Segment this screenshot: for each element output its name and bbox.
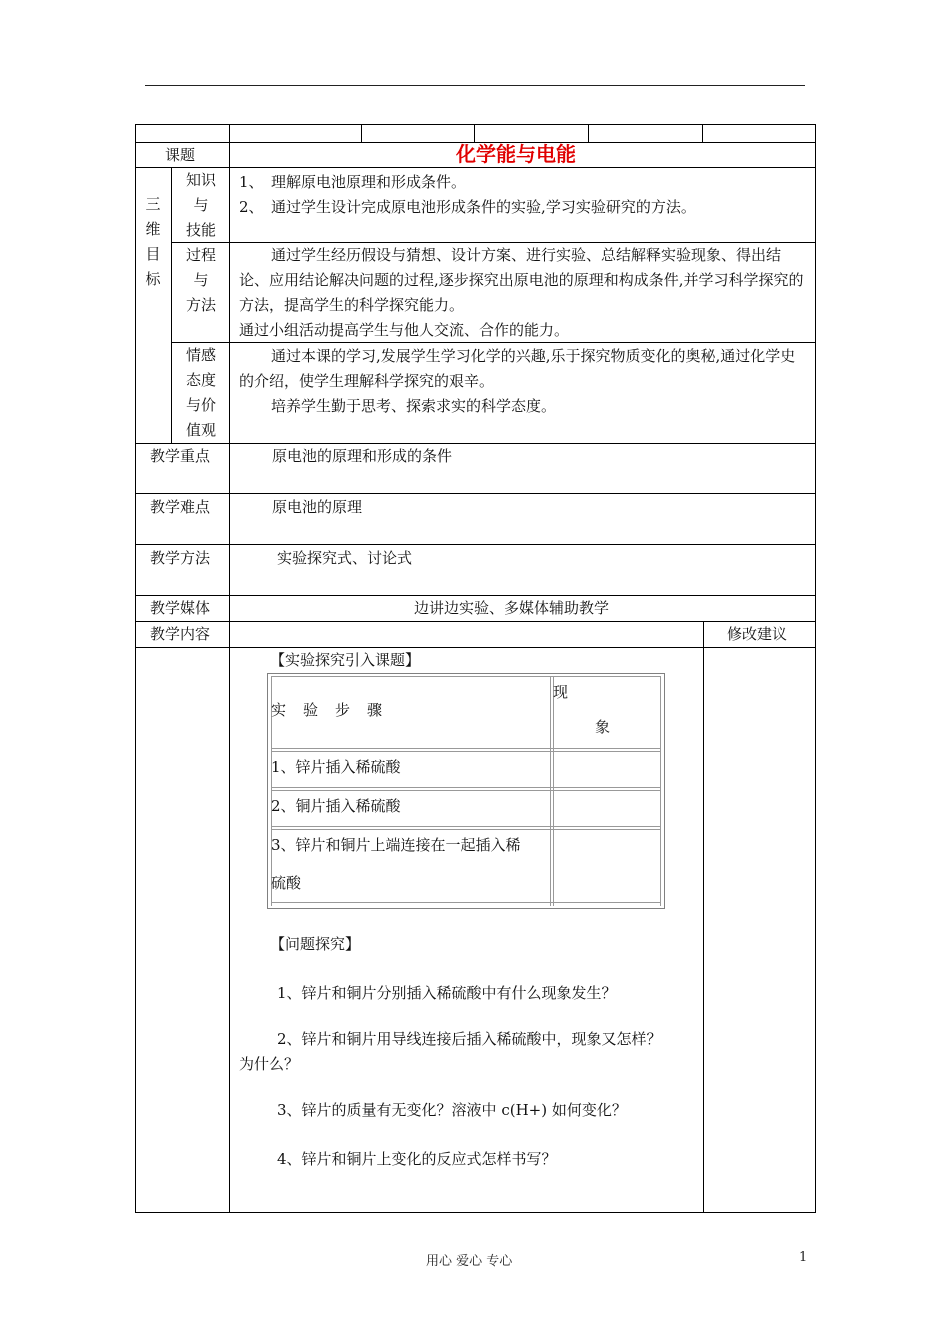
experiment-col-phenomenon-2: 象: [595, 718, 611, 736]
question-2-cont: 为什么？: [239, 1055, 300, 1073]
objective-attitude-para-2: 培养学生勤于思考、探索求实的科学态度。: [271, 397, 557, 415]
question-heading: 【问题探究】: [270, 935, 361, 953]
method-label: 教学方法: [150, 549, 211, 567]
topic-label: 课题: [165, 146, 196, 164]
experiment-row-1: 1、锌片插入稀硫酸: [271, 758, 401, 776]
difficulty-value: 原电池的原理: [272, 498, 363, 516]
difficulty-label: 教学难点: [150, 498, 211, 516]
objective-label-knowledge: 知识 与 技能: [185, 171, 216, 239]
question-1: 1、锌片和铜片分别插入稀硫酸中有什么现象发生？: [277, 984, 617, 1002]
objectives-label: 三 维 目 标: [145, 195, 161, 288]
objective-knowledge-line-1: 1、 理解原电池原理和形成条件。: [239, 173, 467, 191]
key-point-label: 教学重点: [150, 447, 211, 465]
key-point-value: 原电池的原理和形成的条件: [272, 447, 453, 465]
experiment-col-steps: 实 验 步 骤: [271, 701, 384, 719]
footer-motto: 用心 爱心 专心: [426, 1254, 513, 1269]
objective-knowledge-line-2: 2、 通过学生设计完成原电池形成条件的实验,学习实验研究的方法。: [239, 198, 696, 216]
method-value: 实验探究式、讨论式: [277, 549, 413, 567]
objective-label-process: 过程 与 方法: [185, 246, 216, 314]
experiment-row-2: 2、铜片插入稀硫酸: [271, 797, 401, 815]
experiment-row-3: 3、锌片和铜片上端连接在一起插入稀: [271, 836, 521, 854]
media-value: 边讲边实验、多媒体辅助教学: [414, 599, 610, 617]
media-label: 教学媒体: [150, 599, 211, 617]
objective-attitude-para-1: 通过本课的学习,发展学生学习化学的兴趣,乐于探究物质变化的奥秘,通过化学史的介绍，使学生理解科学探究的艰辛。: [239, 347, 796, 390]
experiment-heading: 【实验探究引入课题】: [270, 651, 421, 669]
question-3: 3、锌片的质量有无变化？溶液中 c(H+) 如何变化？: [277, 1101, 627, 1119]
experiment-row-3-cont: 硫酸: [271, 874, 302, 892]
suggestion-label: 修改建议: [727, 625, 788, 643]
question-4: 4、锌片和铜片上变化的反应式怎样书写？: [277, 1150, 557, 1168]
question-2: 2、锌片和铜片用导线连接后插入稀硫酸中，现象又怎样？: [277, 1030, 662, 1048]
page-number: 1: [799, 1250, 808, 1265]
objective-process-para-1: 通过学生经历假设与猜想、设计方案、进行实验、总结解释实验现象、得出结论、应用结论解决问题的过程,逐步探究出原电池的原理和构成条件,并学习科学探究的方法，提高学生的科学探究能力。: [239, 246, 804, 314]
experiment-col-phenomenon-1: 现: [553, 683, 569, 701]
page-title: 化学能与电能: [456, 142, 576, 166]
objective-label-attitude: 情感 态度 与价 值观: [185, 346, 216, 439]
content-label: 教学内容: [150, 625, 211, 643]
header-rule: [145, 85, 805, 86]
objective-process-para-2: 通过小组活动提高学生与他人交流、合作的能力。: [239, 321, 570, 339]
